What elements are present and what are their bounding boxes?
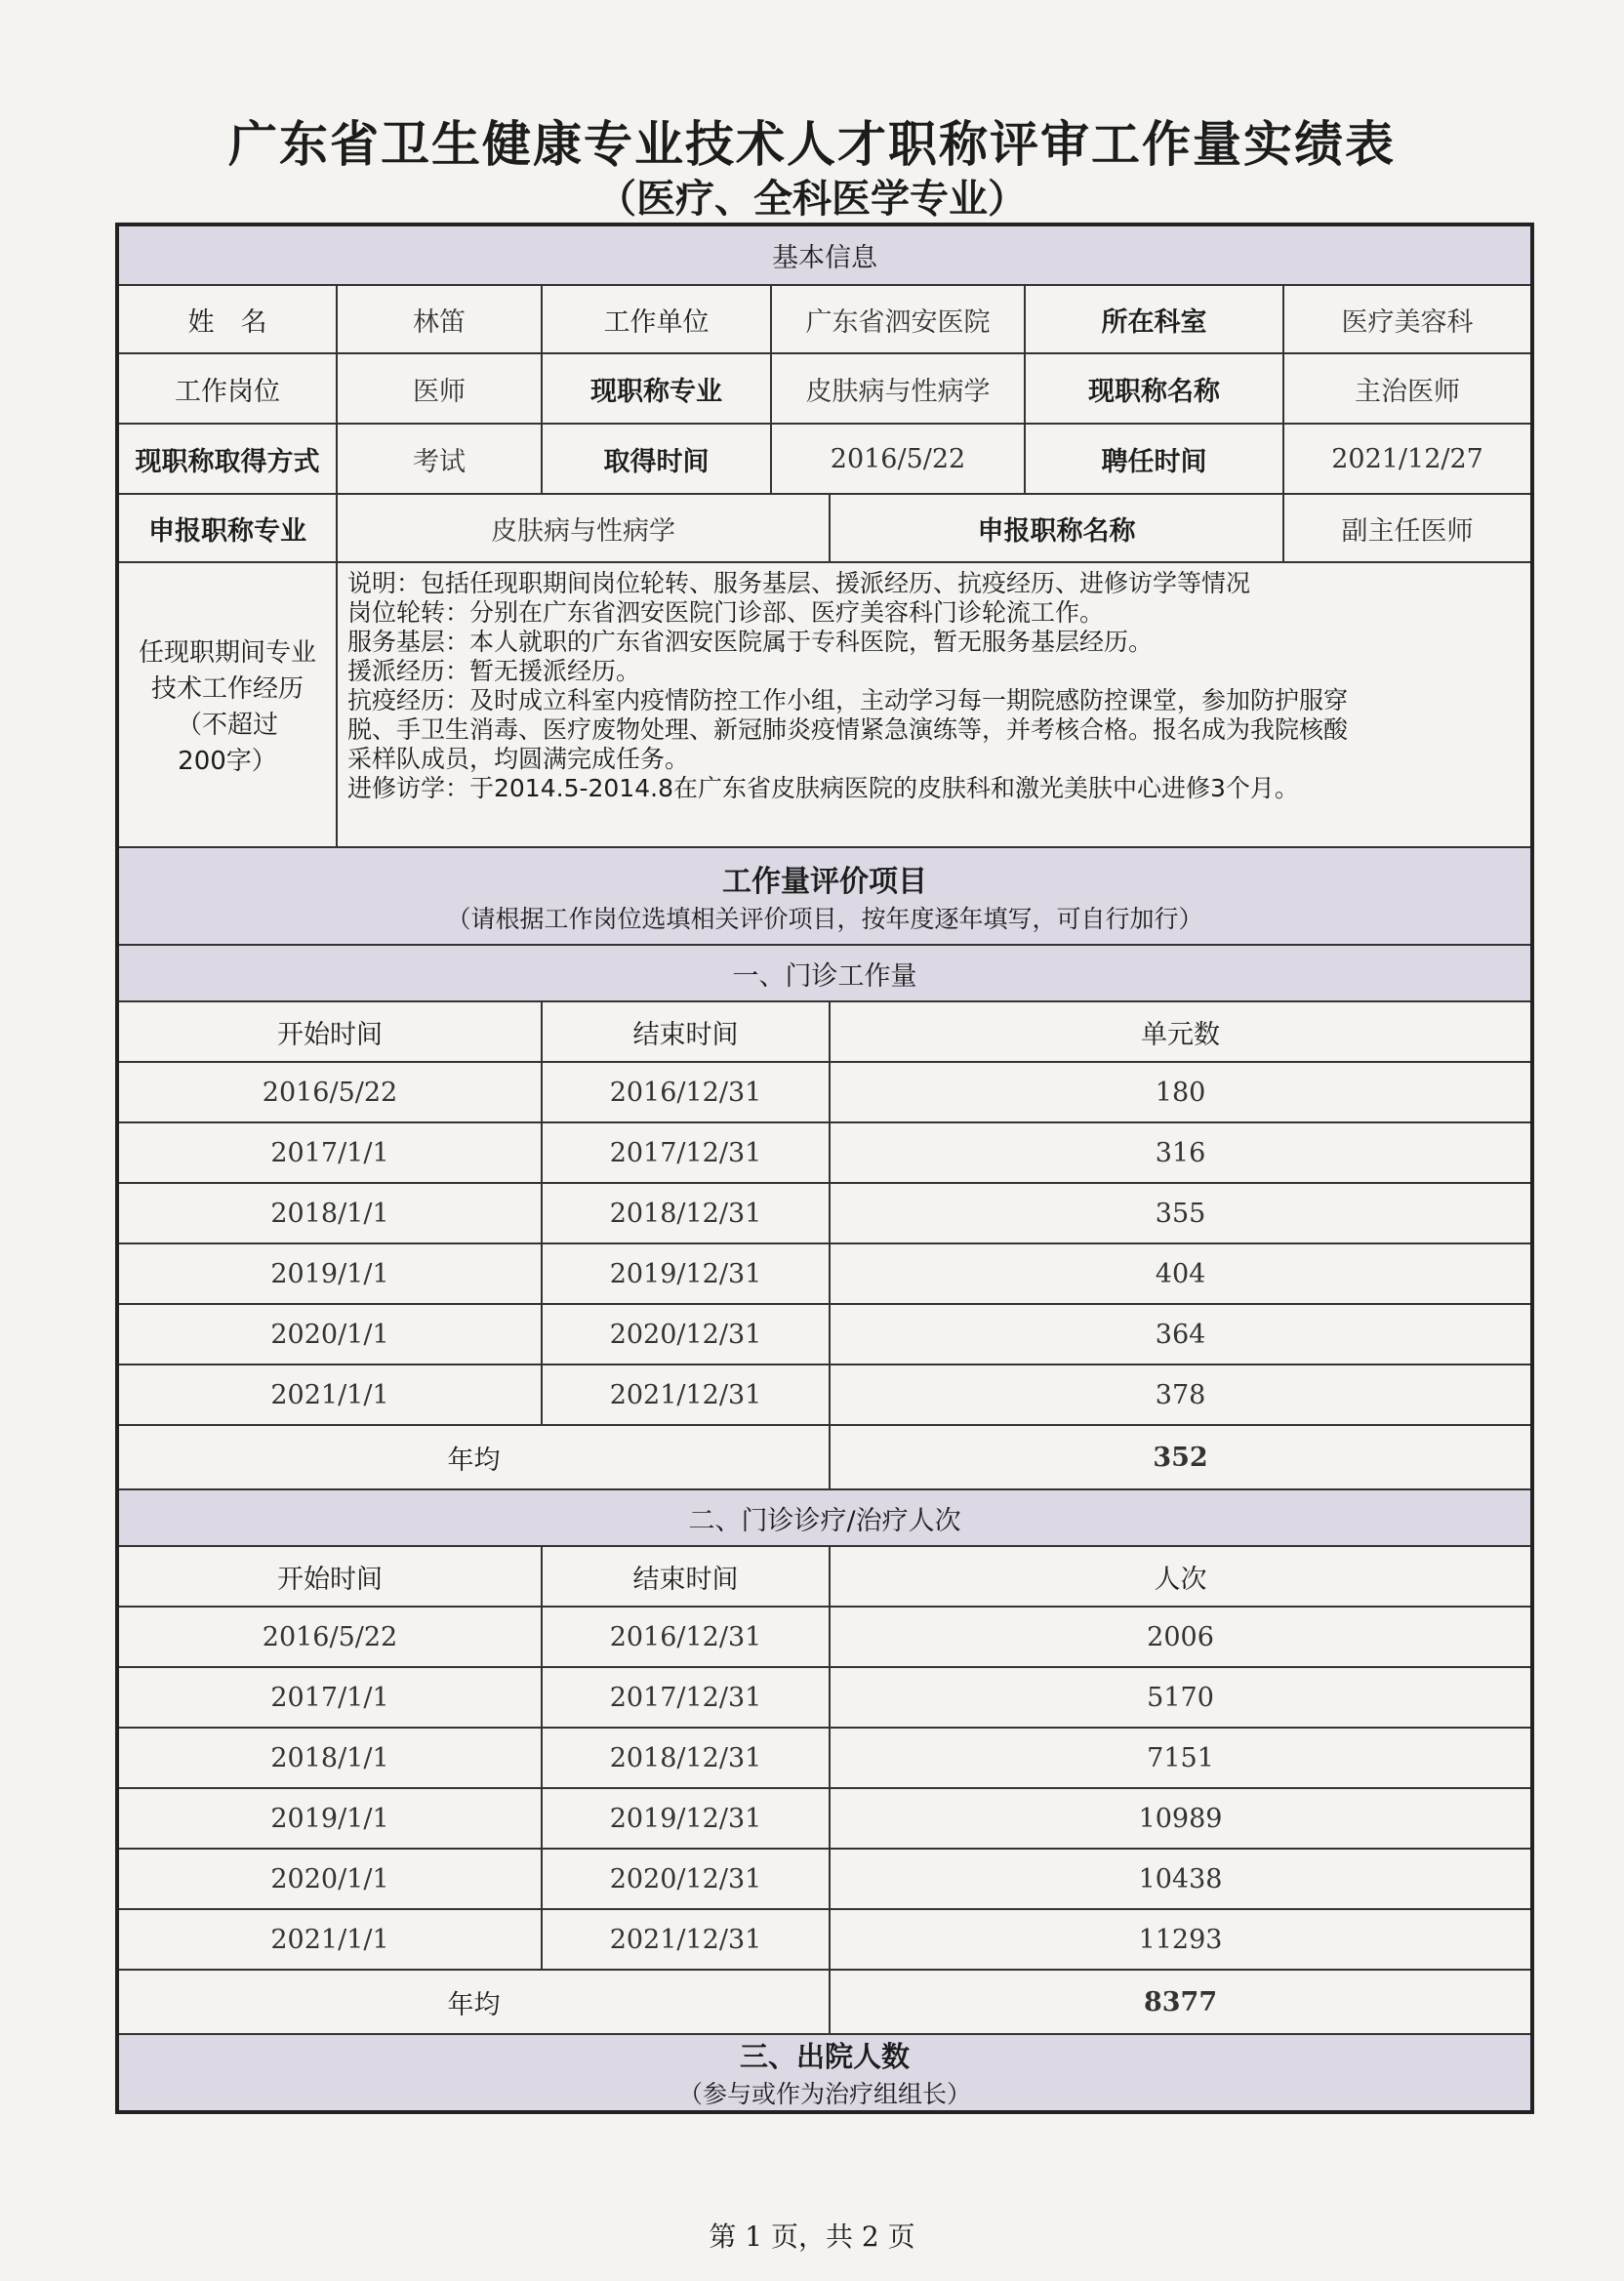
page-footer: 第 1 页，共 2 页 — [709, 2220, 915, 2253]
table-row — [117, 1365, 1532, 1425]
visits-cell: 10989 — [830, 1788, 1532, 1849]
table-row — [117, 1607, 1532, 1667]
experience-line: 进修访学：于2014.5-2014.8在广东省皮肤病医院的皮肤科和激光美肤中心进修3个月。 — [347, 774, 1299, 802]
end-date-cell: 2018/12/31 — [542, 1728, 830, 1788]
units-cell: 404 — [830, 1243, 1532, 1304]
obtain-time-value: 2016/5/22 — [771, 424, 1025, 494]
end-date-cell: 2020/12/31 — [542, 1849, 830, 1909]
post-label: 工作岗位 — [117, 353, 337, 424]
experience-line: 脱、手卫生消毒、医疗废物处理、新冠肺炎疫情紧急演练等，并考核合格。报名成为我院核酸 — [347, 715, 1349, 744]
start-date-cell: 2018/1/1 — [117, 1728, 542, 1788]
start-date-cell: 2021/1/1 — [117, 1909, 542, 1970]
end-date-cell: 2016/12/31 — [542, 1607, 830, 1667]
current-major-label: 现职称专业 — [542, 353, 771, 424]
visits-cell: 11293 — [830, 1909, 1532, 1970]
end-date-cell: 2017/12/31 — [542, 1122, 830, 1183]
post-value: 医师 — [337, 353, 542, 424]
visits-cell: 5170 — [830, 1667, 1532, 1728]
start-date-cell: 2020/1/1 — [117, 1304, 542, 1365]
experience-label — [117, 562, 337, 847]
end-date-cell: 2016/12/31 — [542, 1062, 830, 1122]
basic-info-section-title: 基本信息 — [117, 224, 1532, 285]
apply-title-label: 申报职称名称 — [830, 494, 1283, 562]
obtain-method-value: 考试 — [337, 424, 542, 494]
outpatient-header-units: 单元数 — [830, 1001, 1532, 1062]
table-row — [117, 1062, 1532, 1122]
name-label: 姓 名 — [117, 285, 337, 353]
evaluation-title: 工作量评价项目 — [722, 865, 928, 899]
units-cell: 378 — [830, 1365, 1532, 1425]
outpatient-header-end: 结束时间 — [542, 1001, 830, 1062]
units-cell: 364 — [830, 1304, 1532, 1365]
start-date-cell: 2016/5/22 — [117, 1062, 542, 1122]
discharge-title: 三、出院人数 — [740, 2040, 911, 2073]
evaluation-header — [117, 847, 1532, 945]
end-date-cell: 2019/12/31 — [542, 1243, 830, 1304]
evaluation-note: （请根据工作岗位选填相关评价项目，按年度逐年填写，可自行加行） — [446, 905, 1203, 933]
treatment-average-label: 年均 — [117, 1970, 830, 2034]
visits-cell: 10438 — [830, 1849, 1532, 1909]
visits-cell: 7151 — [830, 1728, 1532, 1788]
hire-time-value: 2021/12/27 — [1283, 424, 1532, 494]
outpatient-section-title: 一、门诊工作量 — [117, 945, 1532, 1001]
obtain-time-label: 取得时间 — [542, 424, 771, 494]
units-cell: 316 — [830, 1122, 1532, 1183]
treatment-section-title: 二、门诊诊疗/治疗人次 — [117, 1489, 1532, 1546]
start-date-cell: 2019/1/1 — [117, 1788, 542, 1849]
treatment-header-start: 开始时间 — [117, 1546, 542, 1607]
apply-major-value: 皮肤病与性病学 — [337, 494, 830, 562]
name-value: 林笛 — [337, 285, 542, 353]
table-row — [117, 1788, 1532, 1849]
table-row — [117, 1183, 1532, 1243]
table-row — [117, 1304, 1532, 1365]
experience-label-line: 任现职期间专业 — [138, 638, 316, 668]
table-row — [117, 1667, 1532, 1728]
end-date-cell: 2020/12/31 — [542, 1304, 830, 1365]
end-date-cell: 2021/12/31 — [542, 1909, 830, 1970]
dept-value: 医疗美容科 — [1283, 285, 1532, 353]
start-date-cell: 2021/1/1 — [117, 1365, 542, 1425]
experience-line: 抗疫经历：及时成立科室内疫情防控工作小组，主动学习每一期院感防控课堂，参加防护服穿 — [347, 686, 1349, 714]
unit-label: 工作单位 — [542, 285, 771, 353]
table-row — [117, 1122, 1532, 1183]
experience-line: 服务基层：本人就职的广东省泗安医院属于专科医院，暂无服务基层经历。 — [347, 628, 1154, 656]
end-date-cell: 2021/12/31 — [542, 1365, 830, 1425]
end-date-cell: 2017/12/31 — [542, 1667, 830, 1728]
experience-label-line: 技术工作经历 — [150, 674, 304, 704]
experience-line: 采样队成员，均圆满完成任务。 — [347, 745, 690, 773]
outpatient-average-label: 年均 — [117, 1425, 830, 1489]
workload-form — [115, 223, 1534, 2114]
start-date-cell: 2018/1/1 — [117, 1183, 542, 1243]
apply-major-label: 申报职称专业 — [117, 494, 337, 562]
units-cell: 180 — [830, 1062, 1532, 1122]
outpatient-header-start: 开始时间 — [117, 1001, 542, 1062]
experience-label-line: 200字） — [178, 747, 277, 776]
current-title-value: 主治医师 — [1283, 353, 1532, 424]
end-date-cell: 2018/12/31 — [542, 1183, 830, 1243]
outpatient-average-value: 352 — [830, 1425, 1532, 1489]
experience-line: 说明：包括任现职期间岗位轮转、服务基层、援派经历、抗疫经历、进修访学等情况 — [347, 569, 1251, 597]
unit-value: 广东省泗安医院 — [771, 285, 1025, 353]
table-row — [117, 1243, 1532, 1304]
treatment-header-end: 结束时间 — [542, 1546, 830, 1607]
experience-text — [337, 562, 1532, 847]
start-date-cell: 2017/1/1 — [117, 1122, 542, 1183]
treatment-average-value: 8377 — [830, 1970, 1532, 2034]
document-title: 广东省卫生健康专业技术人才职称评审工作量实绩表 — [228, 116, 1396, 173]
experience-label-line: （不超过 — [176, 711, 278, 740]
discharge-section — [117, 2034, 1532, 2112]
start-date-cell: 2019/1/1 — [117, 1243, 542, 1304]
table-row — [117, 1849, 1532, 1909]
end-date-cell: 2019/12/31 — [542, 1788, 830, 1849]
start-date-cell: 2020/1/1 — [117, 1849, 542, 1909]
start-date-cell: 2017/1/1 — [117, 1667, 542, 1728]
document-subtitle: （医疗、全科医学专业） — [597, 177, 1027, 222]
treatment-header-visits: 人次 — [830, 1546, 1532, 1607]
visits-cell: 2006 — [830, 1607, 1532, 1667]
obtain-method-label: 现职称取得方式 — [117, 424, 337, 494]
table-row — [117, 1728, 1532, 1788]
hire-time-label: 聘任时间 — [1025, 424, 1283, 494]
current-title-label: 现职称名称 — [1025, 353, 1283, 424]
current-major-value: 皮肤病与性病学 — [771, 353, 1025, 424]
table-row — [117, 1909, 1532, 1970]
experience-line: 岗位轮转：分别在广东省泗安医院门诊部、医疗美容科门诊轮流工作。 — [347, 598, 1105, 627]
dept-label: 所在科室 — [1025, 285, 1283, 353]
units-cell: 355 — [830, 1183, 1532, 1243]
experience-line: 援派经历：暂无援派经历。 — [347, 657, 641, 685]
discharge-note: （参与或作为治疗组组长） — [678, 2080, 972, 2108]
start-date-cell: 2016/5/22 — [117, 1607, 542, 1667]
apply-title-value: 副主任医师 — [1283, 494, 1532, 562]
